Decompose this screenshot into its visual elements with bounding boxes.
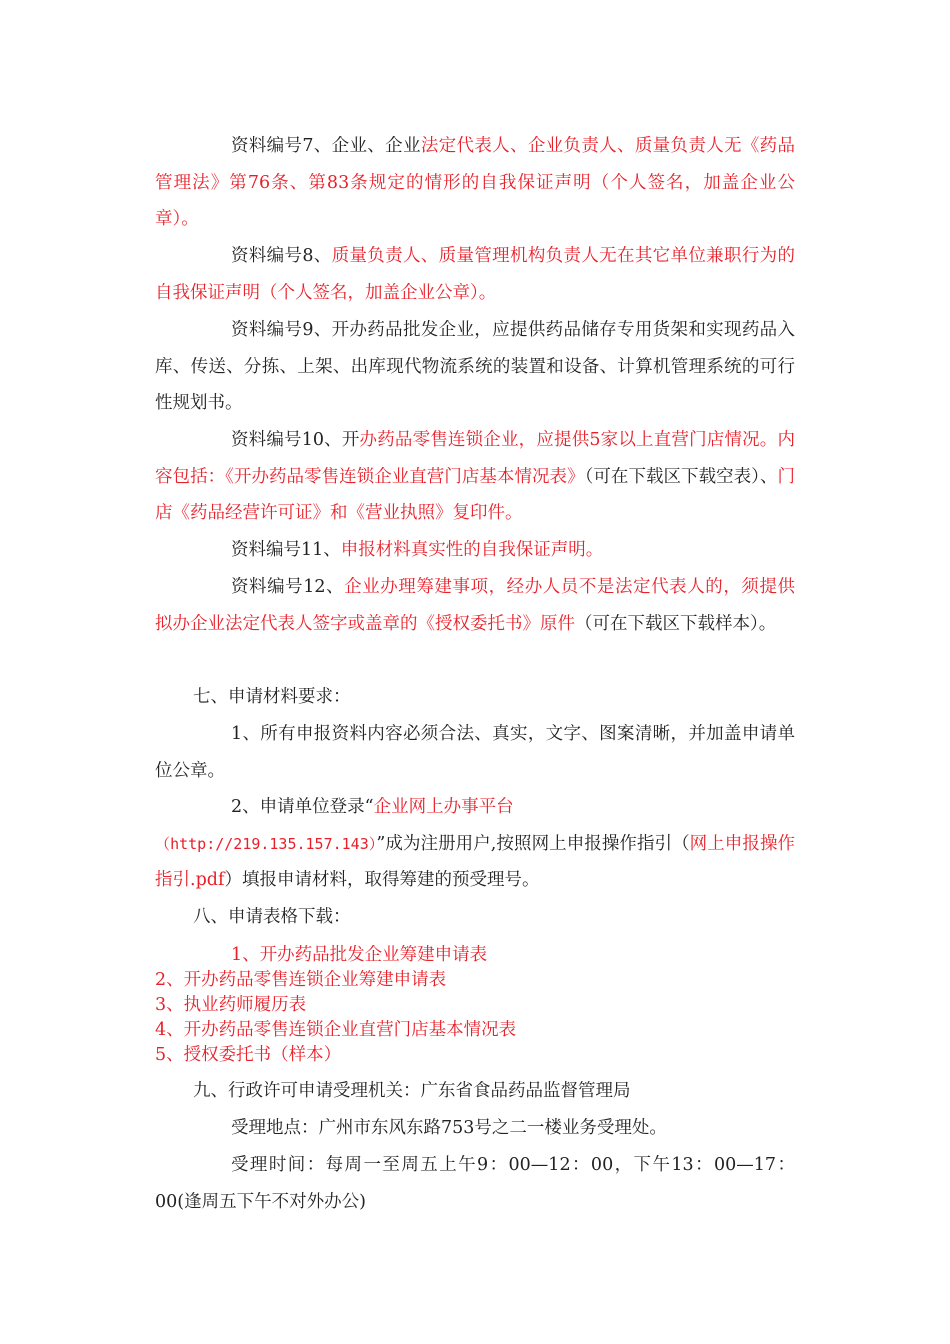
item-10-highlight: 办药品零售连锁企业，应提供5家以上直营门店情况。内容包括：《开办药品零售连锁企业直营门店基本情况表》 [155,430,795,487]
platform-url-link[interactable]: （http://219.135.157.143） [155,834,377,853]
download-link-1[interactable]: 1、开办药品批发企业筹建申请表 [231,945,488,965]
download-link-2[interactable]: 2、开办药品零售连锁企业筹建申请表 [155,970,447,990]
item-2-middle: ”成为注册用户,按照网上申报操作指引（ [376,833,690,854]
item-8-prefix: 资料编号8、 [231,246,332,266]
item-12-prefix: 资料编号12、 [231,577,345,597]
download-link-3[interactable]: 3、执业药师履历表 [155,995,307,1015]
download-links-list [155,943,795,1068]
item-10-prefix: 资料编号10、开 [231,430,360,450]
item-11-prefix: 资料编号11、 [231,540,341,560]
item-7-highlight: 法定代表人、企业负责人、质量负责人无《药品管理法》第76条、第83条规定的情形的自我保证声明（个人签名，加盖企业公章）。 [155,136,795,229]
section-7-item-1: 1、所有申报资料内容必须合法、真实，文字、图案清晰，并加盖申请单位公章。 [155,724,795,781]
paragraph-item-10 [155,422,795,532]
download-link-4[interactable]: 4、开办药品零售连锁企业直营门店基本情况表 [155,1020,517,1040]
paragraph-item-9 [155,312,795,422]
section-7-heading: 七、申请材料要求： [193,687,351,707]
item-10-note: （可在下载区下载空表）、 [584,466,778,487]
item-12-highlight: 企业办理筹建事项，经办人员不是法定代表人的，须提供拟办企业法定代表人签字或盖章的《授权委托书》原件 [155,577,795,634]
paragraph-item-8 [155,238,795,311]
item-7-prefix: 资料编号7、企业、企业 [231,136,421,156]
item-12-note: （可在下载区下载样本）。 [575,613,777,634]
section-9-time: 受理时间：每周一至周五上午9：00—12：00，下午13：00—17：00(逢周五下午不对外办公) [155,1155,795,1212]
section-7-item-2 [155,789,795,899]
section-8-heading: 八、申请表格下载： [193,907,351,927]
download-link-5[interactable]: 5、授权委托书（样本） [155,1045,342,1065]
item-8-highlight: 质量负责人、质量管理机构负责人无在其它单位兼职行为的自我保证声明（个人签名，加盖企业公章）。 [155,246,795,303]
section-9-place: 受理地点：广州市东风东路753号之二一楼业务受理处。 [231,1118,667,1138]
section-9-heading: 九、行政许可申请受理机关：广东省食品药品监督管理局 [193,1081,631,1101]
paragraph-item-12 [155,569,795,642]
item-10-highlight-2: 门店《药品经营许可证》和《营业执照》复印件。 [155,466,795,523]
paragraph-item-11 [155,532,795,569]
item-2-suffix: ）填报申请材料，取得筹建的预受理号。 [224,870,540,890]
guide-pdf-link[interactable]: 网上申报操作指引.pdf [155,833,796,890]
platform-link[interactable]: 企业网上办事平台 [373,797,514,817]
paragraph-item-7 [155,128,795,238]
item-11-highlight: 申报材料真实性的自我保证声明。 [340,540,604,560]
item-2-prefix: 2、申请单位登录“ [231,797,374,817]
item-9-text: 资料编号9、开办药品批发企业，应提供药品储存专用货架和实现药品入库、传送、分拣、上架、出库现代物流系统的装置和设备、计算机管理系统的可行性规划书。 [155,320,795,413]
